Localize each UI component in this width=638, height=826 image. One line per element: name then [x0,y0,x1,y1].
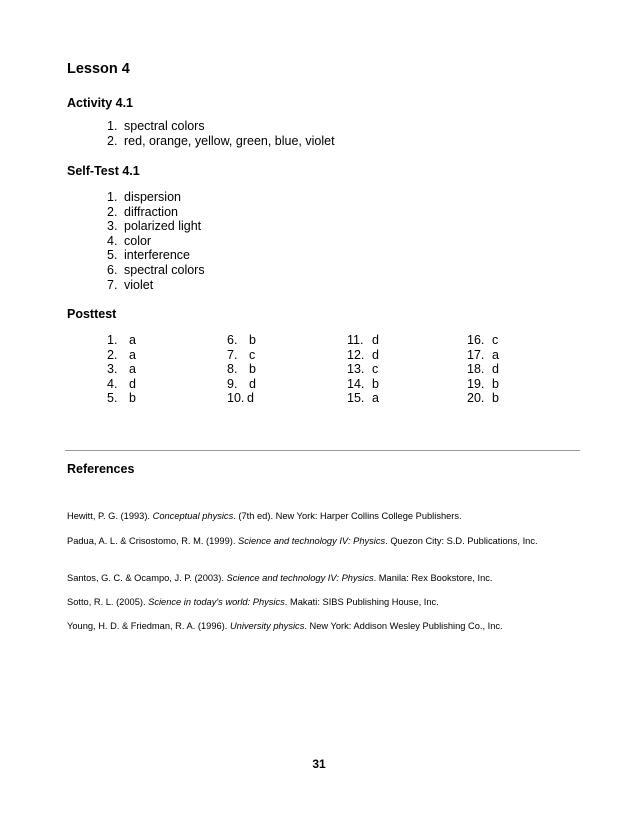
reference-entry [67,572,579,585]
posttest-column-1 [107,333,136,406]
reference-author: Padua, A. L. & Crisostomo, R. M. (1999). [67,536,239,546]
answer-row [227,348,256,363]
question-number: 11. [347,333,364,347]
question-number: 16. [467,333,485,347]
answer-row [107,362,136,377]
item-number: 4. [107,233,118,248]
list-item [107,119,335,134]
question-number: 4. [107,376,118,391]
item-number: 1. [107,119,118,133]
answer-letter: c [372,362,379,377]
lesson-title: Lesson 4 [67,61,130,77]
answer-letter: d [372,347,379,362]
reference-publisher: . Manila: Rex Bookstore, Inc. [373,573,493,583]
item-number: 5. [107,248,118,263]
question-number: 6. [227,333,238,347]
reference-author: Santos, G. C. & Ocampo, J. P. (2003). [67,573,227,583]
question-number: 8. [227,362,238,377]
reference-title: Science in today's world: Physics [148,597,285,607]
question-number: 2. [107,347,118,362]
reference-entry [67,510,579,523]
item-text: red, orange, yellow, green, blue, violet [124,133,335,148]
list-item [107,234,205,249]
reference-entry [67,596,579,609]
reference-publisher: . New York: Addison Wesley Publishing Co., Inc. [304,621,503,631]
question-number: 13. [347,362,365,377]
answer-letter: a [129,333,136,347]
selftest-heading: Self-Test 4.1 [67,164,140,178]
answer-letter: d [247,391,254,406]
answer-letter: d [492,362,499,377]
answer-letter: b [129,391,136,406]
answer-row [227,362,256,377]
answer-letter: b [249,362,256,377]
question-number: 7. [227,347,238,362]
item-text: dispersion [124,190,181,204]
question-number: 3. [107,362,118,377]
answer-row [227,391,256,406]
answer-row [107,377,136,392]
reference-title: University physics [229,621,305,631]
answer-row [227,377,256,392]
list-item [107,219,205,234]
answer-row [347,391,379,406]
reference-publisher: . Makati: SIBS Publishing House, Inc. [284,597,439,607]
answer-letter: a [372,391,379,406]
posttest-heading: Posttest [67,307,117,321]
posttest-column-2 [227,333,256,406]
list-item [107,205,205,220]
list-item [107,263,205,278]
question-number: 1. [107,333,118,347]
reference-entry [67,535,579,548]
item-number: 2. [107,204,118,219]
answer-row [347,348,379,363]
question-number: 15. [347,391,365,406]
answer-row [467,362,499,377]
answer-letter: b [249,333,256,347]
answer-row [107,348,136,363]
question-number: 12. [347,347,365,362]
question-number: 17. [467,347,485,362]
item-text: polarized light [124,219,202,234]
reference-publisher: . Quezon City: S.D. Publications, Inc. [385,536,538,546]
answer-letter: a [129,362,136,377]
question-number: 10. [227,391,245,406]
reference-title: Science and technology IV: Physics [226,573,374,583]
page-number: 31 [312,757,326,771]
question-number: 18. [467,362,485,377]
reference-author: Hewitt, P. G. (1993). [67,511,153,521]
section-divider [65,450,580,451]
item-number: 7. [107,277,118,292]
question-number: 9. [227,376,238,391]
answer-letter: d [249,376,256,391]
question-number: 19. [467,376,485,391]
answer-letter: b [372,376,379,391]
answer-row [347,377,379,392]
item-number: 1. [107,190,118,204]
list-item [107,190,205,205]
item-text: interference [124,248,191,263]
list-item [107,248,205,263]
posttest-column-4 [467,333,499,406]
item-text: diffraction [124,204,178,219]
answer-letter: a [129,347,136,362]
item-number: 2. [107,133,118,148]
reference-title: Conceptual physics [152,511,234,521]
answer-row [467,333,499,348]
list-item [107,278,205,293]
references-heading: References [67,462,135,476]
answer-row [467,348,499,363]
reference-title: Science and technology IV: Physics [238,536,386,546]
reference-publisher: . (7th ed). New York: Harper Collins College Publishers. [233,511,462,521]
answer-letter: b [492,376,499,391]
answer-letter: b [492,391,499,406]
list-item [107,134,335,149]
item-text: spectral colors [124,262,205,277]
item-number: 6. [107,262,118,277]
posttest-column-3 [347,333,379,406]
reference-entry [67,620,579,633]
answer-row [467,377,499,392]
answer-row [347,362,379,377]
answer-letter: d [372,333,379,347]
question-number: 5. [107,391,118,406]
item-number: 3. [107,219,118,234]
answer-row [347,333,379,348]
activity-list [107,119,335,148]
answer-row [467,391,499,406]
reference-author: Young, H. D. & Friedman, R. A. (1996). [67,621,230,631]
reference-author: Sotto, R. L. (2005). [67,597,149,607]
answer-letter: c [249,347,256,362]
item-text: color [124,233,152,248]
answer-row [227,333,256,348]
question-number: 14. [347,376,365,391]
question-number: 20. [467,391,485,406]
selftest-list [107,190,205,292]
answer-letter: a [492,347,499,362]
answer-letter: d [129,376,136,391]
answer-row [107,391,136,406]
answer-row [107,333,136,348]
answer-letter: c [492,333,499,347]
item-text: spectral colors [124,119,205,133]
activity-heading: Activity 4.1 [67,96,134,110]
item-text: violet [124,277,154,292]
